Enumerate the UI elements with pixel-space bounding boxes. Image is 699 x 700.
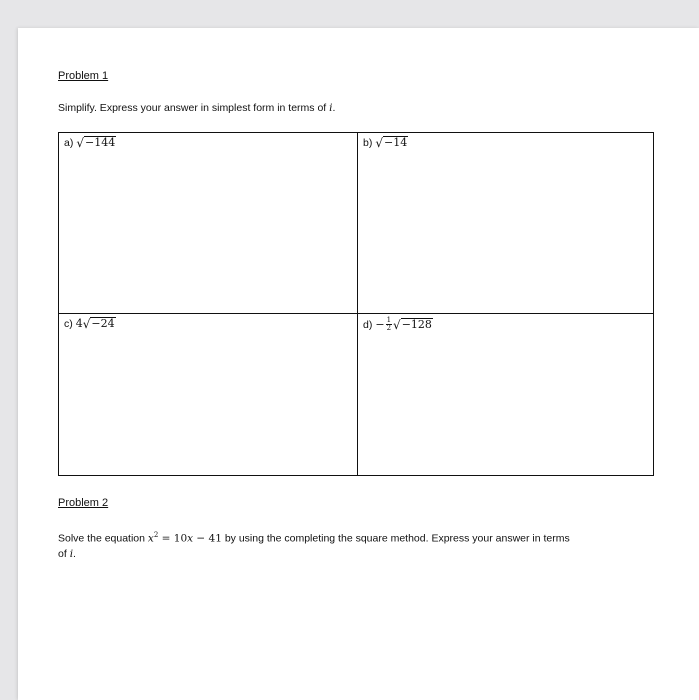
radical-sign: √ [393, 318, 401, 332]
part-d-letter: d) [363, 318, 373, 331]
eq-x: x [147, 532, 154, 545]
part-a-letter: a) [64, 136, 74, 149]
problem-2-text [58, 528, 658, 562]
eq-rhs-a: = 10 [158, 532, 188, 545]
part-d-radicand: −128 [401, 318, 432, 331]
fraction-denominator: 2 [386, 324, 392, 332]
part-b-radicand: −14 [384, 136, 408, 149]
part-c-label [64, 317, 116, 330]
part-c-coefficient: 4 [75, 317, 83, 330]
part-a-label [64, 136, 116, 149]
problem-2-heading: Problem 2 [58, 497, 109, 509]
part-a-radicand: −144 [85, 136, 116, 149]
part-b-letter: b) [363, 136, 373, 149]
instruction-text: Simplify. Express your answer in simplest form in terms of [58, 102, 330, 114]
eq-rhs-b: − 41 [193, 532, 222, 545]
answer-box-d[interactable] [358, 314, 653, 475]
part-d-sign: − [375, 318, 385, 331]
eq-exponent: 2 [153, 531, 159, 539]
part-c-letter: c) [64, 317, 73, 330]
part-c-radicand: −24 [91, 317, 115, 330]
part-b-label [363, 136, 408, 149]
p2-text-line2: of [58, 547, 70, 560]
radical-sign: √ [375, 136, 383, 150]
part-c-radical [83, 317, 116, 330]
part-d-fraction [386, 317, 392, 332]
p2-line2-variable: i [69, 547, 74, 560]
worksheet-page [18, 28, 699, 700]
answer-box-a[interactable] [59, 133, 358, 314]
instruction-variable: i [329, 102, 333, 114]
radical-sign: √ [82, 317, 91, 331]
instruction-end: . [332, 102, 336, 114]
part-d-label [363, 317, 433, 332]
p2-text-after: by using the completing the square method. Express your answer in terms [221, 532, 570, 545]
problem-1-heading: Problem 1 [58, 70, 109, 82]
part-b-radical [375, 136, 408, 149]
answer-box-b[interactable] [358, 133, 653, 314]
problem-1-instruction [58, 101, 335, 116]
eq-rhs-x: x [187, 532, 194, 545]
fraction-numerator: 1 [386, 316, 392, 324]
answer-grid [58, 132, 654, 476]
answer-box-c[interactable] [59, 314, 358, 475]
p2-line2-end: . [73, 547, 76, 560]
part-d-radical [393, 318, 433, 331]
part-a-radical [76, 136, 116, 149]
radical-sign: √ [76, 136, 84, 150]
p2-text-before: Solve the equation [58, 532, 148, 545]
